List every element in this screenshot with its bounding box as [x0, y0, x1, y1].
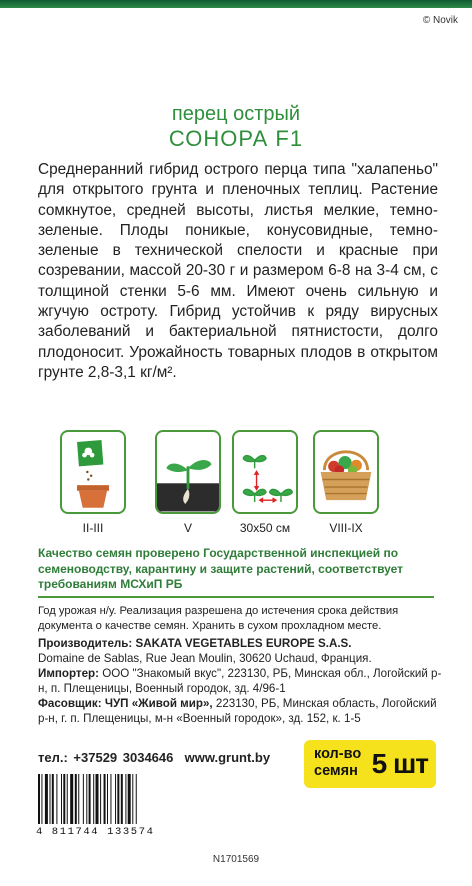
website: www.grunt.by — [184, 750, 271, 765]
barcode-bar — [121, 774, 123, 824]
producer-address: Domaine de Sablas, Rue Jean Moulin, 30620 Uchaud, Франция. — [38, 651, 372, 665]
barcode-bar — [89, 774, 91, 824]
icon-caption: V — [183, 521, 192, 535]
barcode-bar — [86, 774, 87, 824]
product-type: перец острый — [171, 103, 301, 125]
producer-name: SAKATA VEGETABLES EUROPE S.A.S. — [135, 637, 352, 650]
quantity-label-line1: кол-во — [314, 746, 362, 762]
quantity-value: 5 шт — [371, 748, 428, 779]
barcode-bar — [63, 774, 65, 824]
sowing-pot-icon — [60, 430, 126, 514]
barcode — [36, 774, 186, 824]
quantity-badge — [304, 740, 436, 788]
barcode-bar — [41, 774, 42, 824]
barcode-bar — [52, 774, 54, 824]
phone: тел.: +37529 3034646 — [38, 750, 174, 765]
packer-name: ЧУП «Живой мир», — [104, 697, 213, 710]
product-description: Среднеранний гибрид острого перца типа "халапеньо" для открытого грунта и пленочных теплиц. Растение сомкнутое, средней высоты, листья мелкие, темно-зеленые. Плоды поникые, конусовидные, темно-зеленые в технической спелости и красные при созревании, массой 20-30 г и размером 6-8 на 3-4 см, с толщиной стенки 5-6 мм. Имеют очень сильную и жгучую остроту. Гибрид устойчив к ряду вирусных заболеваний и бактериальной пятнистости, долго плодоносит. Урожайность товарных плодов в открытом грунте 2,8-3,1 кг/м². — [38, 161, 438, 381]
product-code: N1701569 — [212, 854, 260, 865]
barcode-bar — [115, 774, 116, 824]
barcode-bar — [110, 774, 111, 824]
seedling-icon — [155, 430, 221, 514]
icon-caption: II-III — [82, 521, 104, 535]
quantity-label-line2: семян — [314, 763, 358, 779]
packer-line — [38, 697, 448, 726]
growing-icons — [60, 430, 412, 540]
barcode-bar — [100, 774, 101, 824]
barcode-bar — [83, 774, 84, 824]
barcode-bar — [96, 774, 99, 824]
barcode-bar — [38, 774, 40, 824]
importer-line — [38, 667, 448, 696]
barcode-bar — [61, 774, 62, 824]
barcode-bar — [67, 774, 68, 824]
producer-line — [38, 637, 448, 666]
importer-text: ООО "Знакомый вкус", 223130, РБ, Минская обл., Логойский р-н, п. Плещеницы, Военный городок, зд. 4/96-1 — [38, 667, 442, 695]
barcode-bar — [128, 774, 131, 824]
barcode-bar — [107, 774, 108, 824]
icon-caption: VIII-IX — [329, 521, 363, 535]
harvest-info: Год урожая н/у. Реализация разрешена до истечения срока действия документа о качестве семян. Хранить в сухом прохладном месте. — [38, 605, 399, 632]
importer-label: Импортер: — [38, 667, 99, 680]
barcode-bar — [56, 774, 57, 824]
barcode-number: 4 811744 133574 — [36, 826, 155, 838]
barcode-bar — [70, 774, 73, 824]
quality-statement: Качество семян проверено Государственной инспекцией по семеноводству, карантину и защите растений, соответствует требованиям МСХиП РБ — [38, 546, 404, 591]
copyright: © Novik — [422, 15, 458, 26]
barcode-bar — [45, 774, 48, 824]
divider — [38, 596, 434, 598]
contact-line — [38, 750, 270, 765]
harvest-basket-icon — [313, 430, 379, 514]
planting-scheme-icon — [232, 430, 298, 514]
barcode-bar — [50, 774, 51, 824]
barcode-bar — [132, 774, 133, 824]
producer-label: Производитель: — [38, 637, 133, 650]
barcode-bar — [117, 774, 119, 824]
packer-label: Фасовщик: — [38, 697, 102, 710]
barcode-bar — [93, 774, 94, 824]
barcode-bar — [136, 774, 137, 824]
top-band — [0, 0, 472, 8]
barcode-bar — [78, 774, 79, 824]
product-title: СОНОРА F1 — [168, 126, 304, 151]
barcode-bar — [104, 774, 106, 824]
quantity-label — [314, 746, 361, 780]
packer-text: 223130, РБ, Минская область, Логойский р-н, г. п. Плещеницы, м-н «Военный городок», зд. 152, к. 1-5 — [38, 697, 437, 725]
barcode-bar — [75, 774, 77, 824]
barcode-bar — [125, 774, 126, 824]
icon-caption: 30x50 см — [239, 521, 291, 535]
